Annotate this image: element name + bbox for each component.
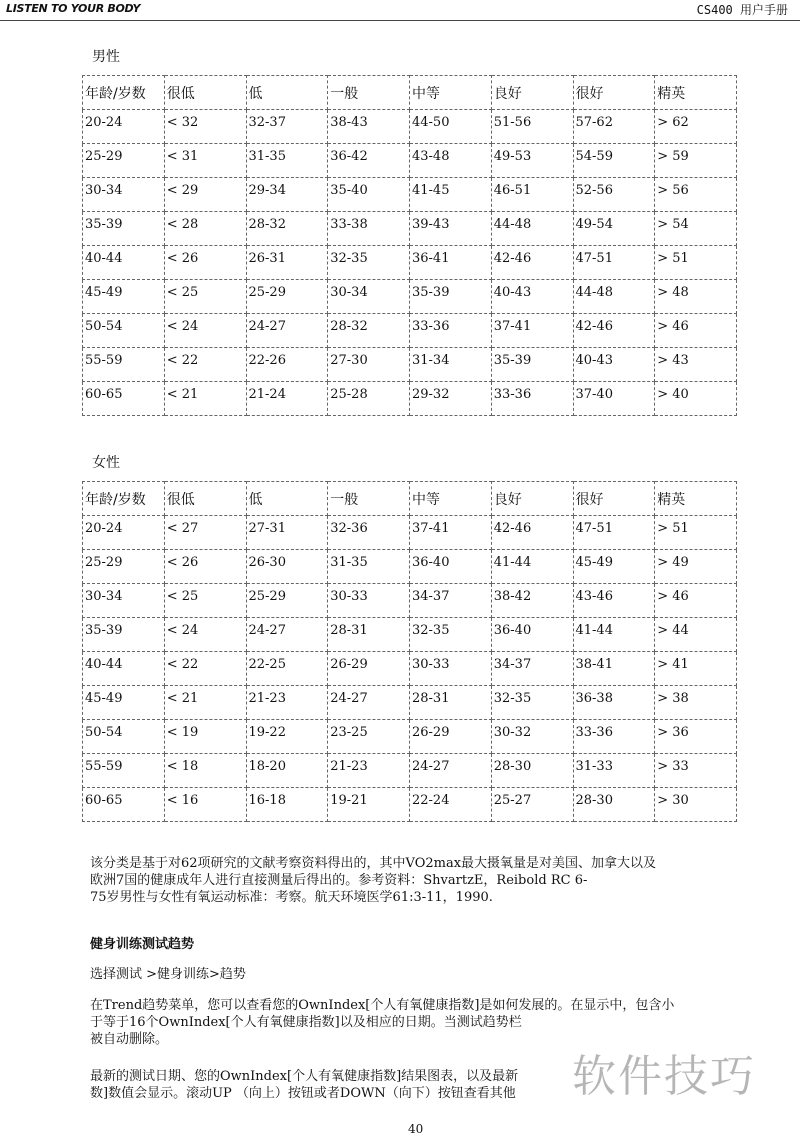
value-cell: 28-30 (491, 754, 573, 788)
column-header: 精英 (655, 482, 737, 516)
value-cell: < 21 (164, 686, 246, 720)
value-cell: 37-40 (573, 382, 655, 416)
value-cell: > 44 (655, 618, 737, 652)
value-cell: > 59 (655, 144, 737, 178)
age-range-cell: 40-44 (83, 246, 165, 280)
value-cell: 29-32 (410, 382, 492, 416)
section-heading: 健身训练测试趋势 (90, 937, 195, 952)
value-cell: 43-46 (573, 584, 655, 618)
value-cell: 35-39 (491, 348, 573, 382)
table-row (83, 754, 737, 788)
value-cell: 41-45 (410, 178, 492, 212)
value-cell: 31-35 (328, 550, 410, 584)
age-range-cell: 45-49 (83, 280, 165, 314)
value-cell: 44-50 (410, 110, 492, 144)
value-cell: > 30 (655, 788, 737, 822)
value-cell: 35-40 (328, 178, 410, 212)
column-header: 一般 (328, 76, 410, 110)
table-row (83, 686, 737, 720)
manual-title: CS400 用户手册 (696, 3, 788, 17)
value-cell: 24-27 (246, 618, 328, 652)
value-cell: 42-46 (491, 516, 573, 550)
table-row (83, 212, 737, 246)
value-cell: 30-33 (328, 584, 410, 618)
latest-line: 数]数值会显示。滚动UP （向上）按钮或者DOWN（向下）按钮查看其他 (90, 1086, 516, 1101)
value-cell: 32-37 (246, 110, 328, 144)
table-row (83, 550, 737, 584)
column-header: 年龄/岁数 (83, 76, 165, 110)
value-cell: 18-20 (246, 754, 328, 788)
value-cell: 24-27 (246, 314, 328, 348)
value-cell: 36-40 (491, 618, 573, 652)
age-range-cell: 55-59 (83, 348, 165, 382)
value-cell: 47-51 (573, 246, 655, 280)
value-cell: 30-32 (491, 720, 573, 754)
value-cell: 32-35 (328, 246, 410, 280)
value-cell: 52-56 (573, 178, 655, 212)
value-cell: 51-56 (491, 110, 573, 144)
value-cell: 21-23 (246, 686, 328, 720)
value-cell: 49-54 (573, 212, 655, 246)
value-cell: 44-48 (573, 280, 655, 314)
age-range-cell: 25-29 (83, 144, 165, 178)
age-range-cell: 30-34 (83, 178, 165, 212)
value-cell: < 18 (164, 754, 246, 788)
trend-line: 于等于16个OwnIndex[个人有氧健康指数]以及相应的日期。当测试趋势栏 (90, 1015, 522, 1030)
column-header: 良好 (491, 76, 573, 110)
value-cell: 32-35 (491, 686, 573, 720)
age-range-cell: 20-24 (83, 516, 165, 550)
value-cell: 25-29 (246, 280, 328, 314)
value-cell: 43-48 (410, 144, 492, 178)
table-header-row (83, 76, 737, 110)
value-cell: 32-36 (328, 516, 410, 550)
value-cell: 22-25 (246, 652, 328, 686)
value-cell: 27-30 (328, 348, 410, 382)
watermark-text: 软件技巧 (572, 1051, 756, 1102)
value-cell: 30-34 (328, 280, 410, 314)
value-cell: > 46 (655, 314, 737, 348)
female-vo2max-table (82, 481, 737, 822)
value-cell: > 48 (655, 280, 737, 314)
age-range-cell: 55-59 (83, 754, 165, 788)
value-cell: 28-32 (246, 212, 328, 246)
value-cell: 36-38 (573, 686, 655, 720)
value-cell: 57-62 (573, 110, 655, 144)
column-header: 中等 (410, 482, 492, 516)
value-cell: 36-40 (410, 550, 492, 584)
table-row (83, 584, 737, 618)
value-cell: > 41 (655, 652, 737, 686)
value-cell: 42-46 (491, 246, 573, 280)
column-header: 低 (246, 482, 328, 516)
page-header (0, 0, 800, 22)
male-section-label: 男性 (92, 49, 120, 65)
value-cell: < 29 (164, 178, 246, 212)
age-range-cell: 30-34 (83, 584, 165, 618)
table-row (83, 516, 737, 550)
age-range-cell: 20-24 (83, 110, 165, 144)
menu-path: 选择测试 >健身训练>趋势 (90, 967, 246, 982)
value-cell: < 24 (164, 618, 246, 652)
value-cell: 25-27 (491, 788, 573, 822)
age-range-cell: 60-65 (83, 382, 165, 416)
age-range-cell: 25-29 (83, 550, 165, 584)
value-cell: 30-33 (410, 652, 492, 686)
age-range-cell: 60-65 (83, 788, 165, 822)
value-cell: 35-39 (410, 280, 492, 314)
value-cell: > 56 (655, 178, 737, 212)
age-range-cell: 45-49 (83, 686, 165, 720)
table-header-row (83, 482, 737, 516)
age-range-cell: 40-44 (83, 652, 165, 686)
value-cell: 41-44 (491, 550, 573, 584)
value-cell: > 40 (655, 382, 737, 416)
page-number: 40 (408, 1122, 424, 1136)
table-row (83, 788, 737, 822)
column-header: 精英 (655, 76, 737, 110)
value-cell: 33-38 (328, 212, 410, 246)
value-cell: 32-35 (410, 618, 492, 652)
value-cell: 31-35 (246, 144, 328, 178)
value-cell: 37-41 (491, 314, 573, 348)
table-row (83, 280, 737, 314)
table-row (83, 144, 737, 178)
value-cell: < 31 (164, 144, 246, 178)
value-cell: 19-22 (246, 720, 328, 754)
value-cell: 26-30 (246, 550, 328, 584)
value-cell: 34-37 (491, 652, 573, 686)
value-cell: 49-53 (491, 144, 573, 178)
value-cell: 21-24 (246, 382, 328, 416)
value-cell: 31-34 (410, 348, 492, 382)
value-cell: 22-24 (410, 788, 492, 822)
table-row (83, 618, 737, 652)
value-cell: > 33 (655, 754, 737, 788)
latest-line: 最新的测试日期、您的OwnIndex[个人有氧健康指数]结果图表，以及最新 (90, 1069, 519, 1084)
value-cell: > 38 (655, 686, 737, 720)
value-cell: 22-26 (246, 348, 328, 382)
value-cell: 40-43 (573, 348, 655, 382)
value-cell: 54-59 (573, 144, 655, 178)
value-cell: 33-36 (491, 382, 573, 416)
value-cell: 25-28 (328, 382, 410, 416)
age-range-cell: 50-54 (83, 314, 165, 348)
male-vo2max-table (82, 75, 737, 416)
table-row (83, 246, 737, 280)
value-cell: 39-43 (410, 212, 492, 246)
value-cell: < 16 (164, 788, 246, 822)
table-row (83, 348, 737, 382)
value-cell: 36-42 (328, 144, 410, 178)
value-cell: > 54 (655, 212, 737, 246)
value-cell: 28-31 (410, 686, 492, 720)
column-header: 很好 (573, 76, 655, 110)
age-range-cell: 50-54 (83, 720, 165, 754)
value-cell: < 22 (164, 348, 246, 382)
note-line: 欧洲7国的健康成年人进行直接测量后得出的。参考资料：ShvartzE，Reibold RC 6- (90, 873, 588, 888)
brand-logo-text: LISTEN TO YOUR BODY (6, 2, 141, 15)
value-cell: 25-29 (246, 584, 328, 618)
value-cell: > 46 (655, 584, 737, 618)
value-cell: 42-46 (573, 314, 655, 348)
value-cell: 26-29 (410, 720, 492, 754)
value-cell: < 32 (164, 110, 246, 144)
value-cell: < 25 (164, 584, 246, 618)
value-cell: < 25 (164, 280, 246, 314)
value-cell: 33-36 (573, 720, 655, 754)
column-header: 低 (246, 76, 328, 110)
column-header: 很低 (164, 482, 246, 516)
value-cell: 23-25 (328, 720, 410, 754)
table-row (83, 110, 737, 144)
value-cell: < 26 (164, 550, 246, 584)
value-cell: 24-27 (328, 686, 410, 720)
column-header: 年龄/岁数 (83, 482, 165, 516)
value-cell: 34-37 (410, 584, 492, 618)
value-cell: > 36 (655, 720, 737, 754)
value-cell: 28-32 (328, 314, 410, 348)
value-cell: 31-33 (573, 754, 655, 788)
column-header: 一般 (328, 482, 410, 516)
value-cell: > 62 (655, 110, 737, 144)
column-header: 很好 (573, 482, 655, 516)
value-cell: 16-18 (246, 788, 328, 822)
age-range-cell: 35-39 (83, 618, 165, 652)
value-cell: < 26 (164, 246, 246, 280)
value-cell: 47-51 (573, 516, 655, 550)
value-cell: 29-34 (246, 178, 328, 212)
value-cell: 28-30 (573, 788, 655, 822)
value-cell: 24-27 (410, 754, 492, 788)
value-cell: > 51 (655, 246, 737, 280)
header-rule (0, 20, 800, 21)
value-cell: > 43 (655, 348, 737, 382)
value-cell: 38-42 (491, 584, 573, 618)
value-cell: < 27 (164, 516, 246, 550)
value-cell: 38-41 (573, 652, 655, 686)
value-cell: > 49 (655, 550, 737, 584)
table-row (83, 720, 737, 754)
value-cell: 26-31 (246, 246, 328, 280)
value-cell: 19-21 (328, 788, 410, 822)
value-cell: 44-48 (491, 212, 573, 246)
value-cell: 27-31 (246, 516, 328, 550)
value-cell: 26-29 (328, 652, 410, 686)
note-line: 该分类是基于对62项研究的文献考察资料得出的，其中VO2max最大摄氧量是对美国、加拿大以及 (90, 856, 657, 871)
value-cell: 33-36 (410, 314, 492, 348)
column-header: 很低 (164, 76, 246, 110)
value-cell: < 19 (164, 720, 246, 754)
value-cell: 38-43 (328, 110, 410, 144)
value-cell: < 22 (164, 652, 246, 686)
reference-note (90, 855, 750, 906)
value-cell: 40-43 (491, 280, 573, 314)
trend-line: 被自动删除。 (90, 1032, 169, 1047)
table-row (83, 178, 737, 212)
value-cell: 41-44 (573, 618, 655, 652)
value-cell: 45-49 (573, 550, 655, 584)
value-cell: 36-41 (410, 246, 492, 280)
column-header: 良好 (491, 482, 573, 516)
trend-line: 在Trend趋势菜单，您可以查看您的OwnIndex[个人有氧健康指数]是如何发展的。在显示中，包含小 (90, 998, 675, 1013)
table-row (83, 314, 737, 348)
value-cell: > 51 (655, 516, 737, 550)
value-cell: 37-41 (410, 516, 492, 550)
value-cell: < 24 (164, 314, 246, 348)
table-row (83, 382, 737, 416)
note-line: 75岁男性与女性有氧运动标准：考察。航天环境医学61:3-11，1990. (90, 890, 493, 905)
value-cell: 21-23 (328, 754, 410, 788)
value-cell: 46-51 (491, 178, 573, 212)
female-section-label: 女性 (92, 455, 120, 471)
value-cell: < 21 (164, 382, 246, 416)
table-row (83, 652, 737, 686)
value-cell: < 28 (164, 212, 246, 246)
age-range-cell: 35-39 (83, 212, 165, 246)
value-cell: 28-31 (328, 618, 410, 652)
column-header: 中等 (410, 76, 492, 110)
